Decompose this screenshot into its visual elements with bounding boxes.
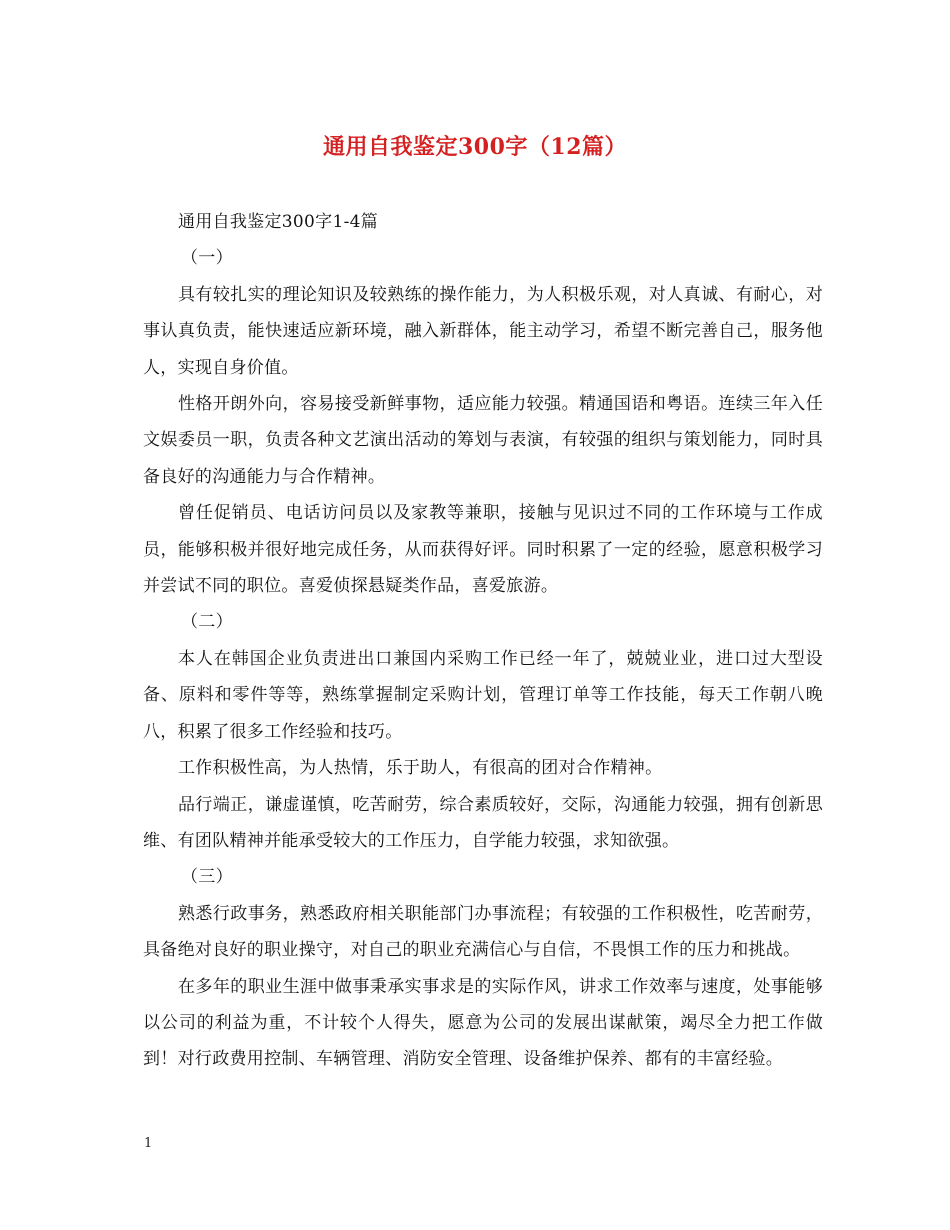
body-paragraph: 在多年的职业生涯中做事秉承实事求是的实际作风，讲求工作效率与速度，处事能够以公司的利益为重，不计较个人得失，愿意为公司的发展出谋献策，竭尽全力把工作做到！对行政费用控制、车辆管理、消防安全管理、设备维护保养、都有的丰富经验。	[143, 976, 823, 1070]
body-paragraph: 曾任促销员、电话访问员以及家教等兼职，接触与见识过不同的工作环境与工作成员，能够积极并很好地完成任务，从而获得好评。同时积累了一定的经验，愿意积极学习并尝试不同的职位。喜爱侦探悬疑类作品，喜爱旅游。	[143, 503, 823, 597]
subtitle-paragraph: 通用自我鉴定300字1-4篇	[178, 212, 379, 232]
section-heading: （一）	[181, 248, 233, 269]
document-body	[143, 204, 823, 1078]
body-paragraph: 品行端正，谦虚谨慎，吃苦耐劳，综合素质较好，交际，沟通能力较强，拥有创新思维、有团队精神并能承受较大的工作压力，自学能力较强，求知欲强。	[143, 794, 823, 851]
body-paragraph: 工作积极性高，为人热情，乐于助人，有很高的团对合作精神。	[178, 758, 663, 779]
document-title: 通用自我鉴定300字（12篇）	[322, 134, 628, 160]
section-heading: （三）	[181, 867, 233, 888]
body-paragraph: 本人在韩国企业负责进出口兼国内采购工作已经一年了，兢兢业业，进口过大型设备、原料和零件等等，熟练掌握制定采购计划，管理订单等工作技能，每天工作朝八晚八，积累了很多工作经验和技巧。	[143, 648, 823, 742]
section-heading: （二）	[181, 612, 233, 633]
body-paragraph: 熟悉行政事务，熟悉政府相关职能部门办事流程；有较强的工作积极性，吃苦耐劳，具备绝对良好的职业操守，对自己的职业充满信心与自信，不畏惧工作的压力和挑战。	[143, 903, 823, 961]
page-number: 1	[144, 1136, 153, 1151]
body-paragraph: 性格开朗外向，容易接受新鲜事物，适应能力较强。精通国语和粤语。连续三年入任文娱委员一职，负责各种文艺演出活动的筹划与表演，有较强的组织与策划能力，同时具备良好的沟通能力与合作精神。	[143, 394, 823, 487]
body-paragraph: 具有较扎实的理论知识及较熟练的操作能力，为人积极乐观，对人真诚、有耐心，对事认真负责，能快速适应新环境，融入新群体，能主动学习，希望不断完善自己，服务他人，实现自身价值。	[143, 284, 823, 378]
